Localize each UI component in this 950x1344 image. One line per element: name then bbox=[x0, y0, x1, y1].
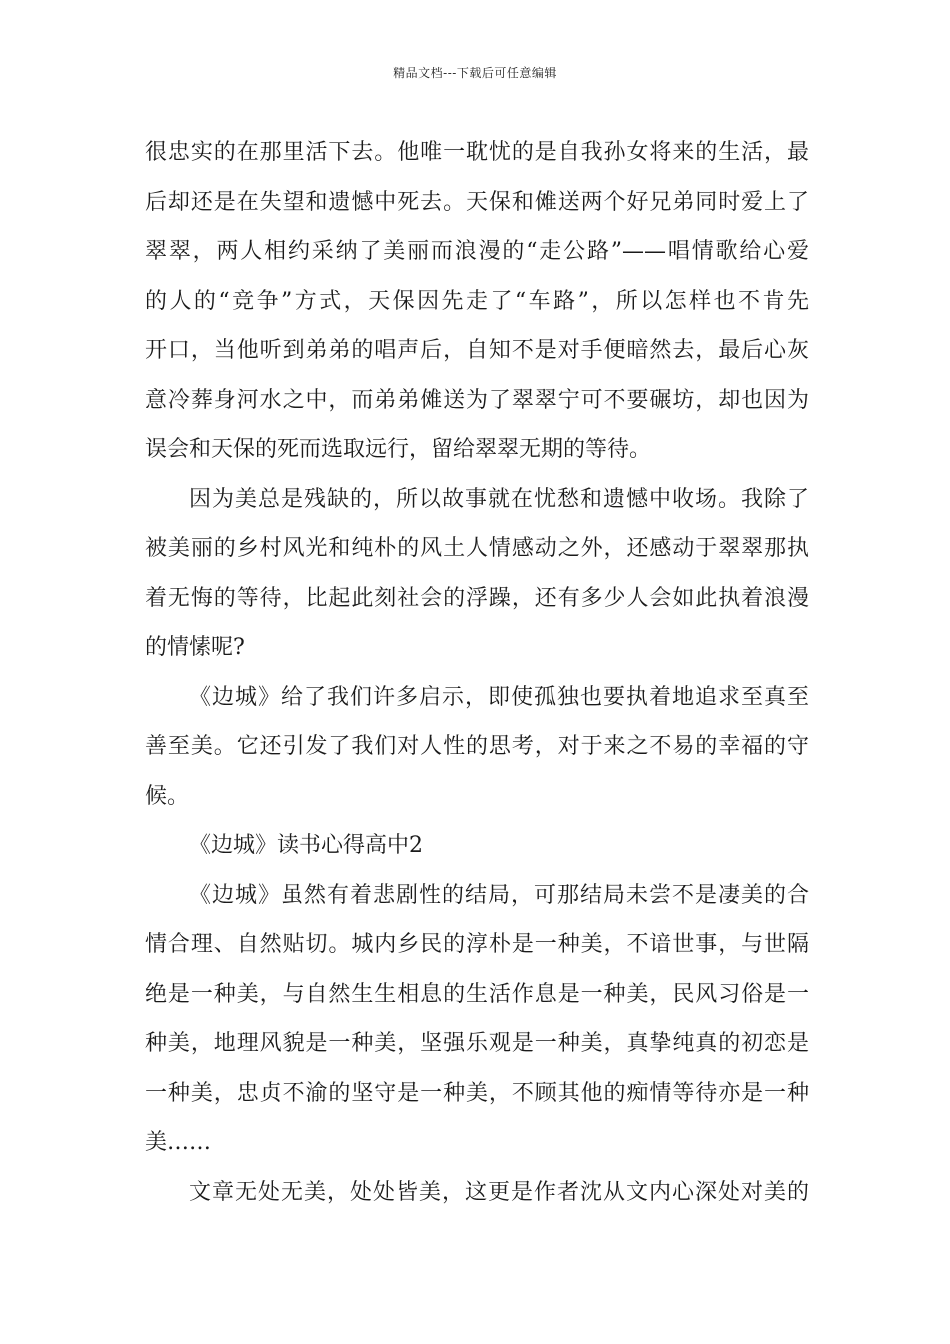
text-line: 的情愫呢? bbox=[145, 635, 245, 660]
text-line: 开口，当他听到弟弟的唱声后，自知不是对手便暗然去，最后心灰 bbox=[145, 338, 809, 363]
paragraph bbox=[145, 871, 809, 1168]
paragraph bbox=[145, 673, 809, 822]
text-line: 候。 bbox=[145, 783, 190, 809]
text-line: 翠翠，两人相约采纳了美丽而浪漫的“走公路”——唱情歌给心爱 bbox=[145, 239, 809, 264]
text-line: 美…… bbox=[145, 1130, 212, 1155]
text-line: 善至美。它还引发了我们对人性的思考，对于来之不易的幸福的守 bbox=[145, 734, 809, 759]
text-line: 着无悔的等待，比起此刻社会的浮躁，还有多少人会如此执着浪漫 bbox=[145, 585, 809, 611]
text-line: 《边城》虽然有着悲剧性的结局，可那结局未尝不是凄美的合 bbox=[189, 882, 809, 908]
text-line: 的人的“竞争”方式，天保因先走了“车路”，所以怎样也不肯先 bbox=[145, 288, 809, 314]
text-line: 绝是一种美，与自然生生相息的生活作息是一种美，民风习俗是一 bbox=[145, 981, 809, 1007]
paragraph bbox=[145, 475, 809, 673]
text-line: 一种美，忠贞不渝的坚守是一种美，不顾其他的痴情等待亦是一种 bbox=[145, 1080, 809, 1106]
text-line: 《边城》读书心得高中2 bbox=[189, 833, 423, 858]
paragraph bbox=[145, 821, 809, 871]
text-line: 误会和天保的死而选取远行，留给翠翠无期的等待。 bbox=[145, 437, 652, 462]
text-line: 《边城》给了我们许多启示，即使孤独也要执着地追求至真至 bbox=[189, 684, 809, 710]
page-header: 精品文档---下载后可任意编辑 bbox=[393, 66, 557, 80]
text-line: 情合理、自然贴切。城内乡民的淳朴是一种美，不谙世事，与世隔 bbox=[145, 932, 809, 957]
text-line: 意冷葬身河水之中，而弟弟傩送为了翠翠宁可不要碾坊，却也因为 bbox=[145, 387, 809, 413]
paragraph bbox=[145, 1168, 809, 1218]
text-line: 文章无处无美，处处皆美，这更是作者沈从文内心深处对美的 bbox=[189, 1179, 809, 1205]
paragraph bbox=[145, 128, 809, 475]
text-line: 被美丽的乡村风光和纯朴的风土人情感动之外，还感动于翠翠那执 bbox=[145, 536, 809, 561]
document-body bbox=[145, 128, 809, 1217]
text-line: 种美，地理风貌是一种美，坚强乐观是一种美，真挚纯真的初恋是 bbox=[145, 1031, 809, 1056]
text-line: 后却还是在失望和遗憾中死去。天保和傩送两个好兄弟同时爱上了 bbox=[145, 189, 809, 215]
text-line: 因为美总是残缺的，所以故事就在忧愁和遗憾中收场。我除了 bbox=[189, 486, 809, 512]
text-line: 很忠实的在那里活下去。他唯一耽忧的是自我孙女将来的生活，最 bbox=[145, 140, 809, 165]
